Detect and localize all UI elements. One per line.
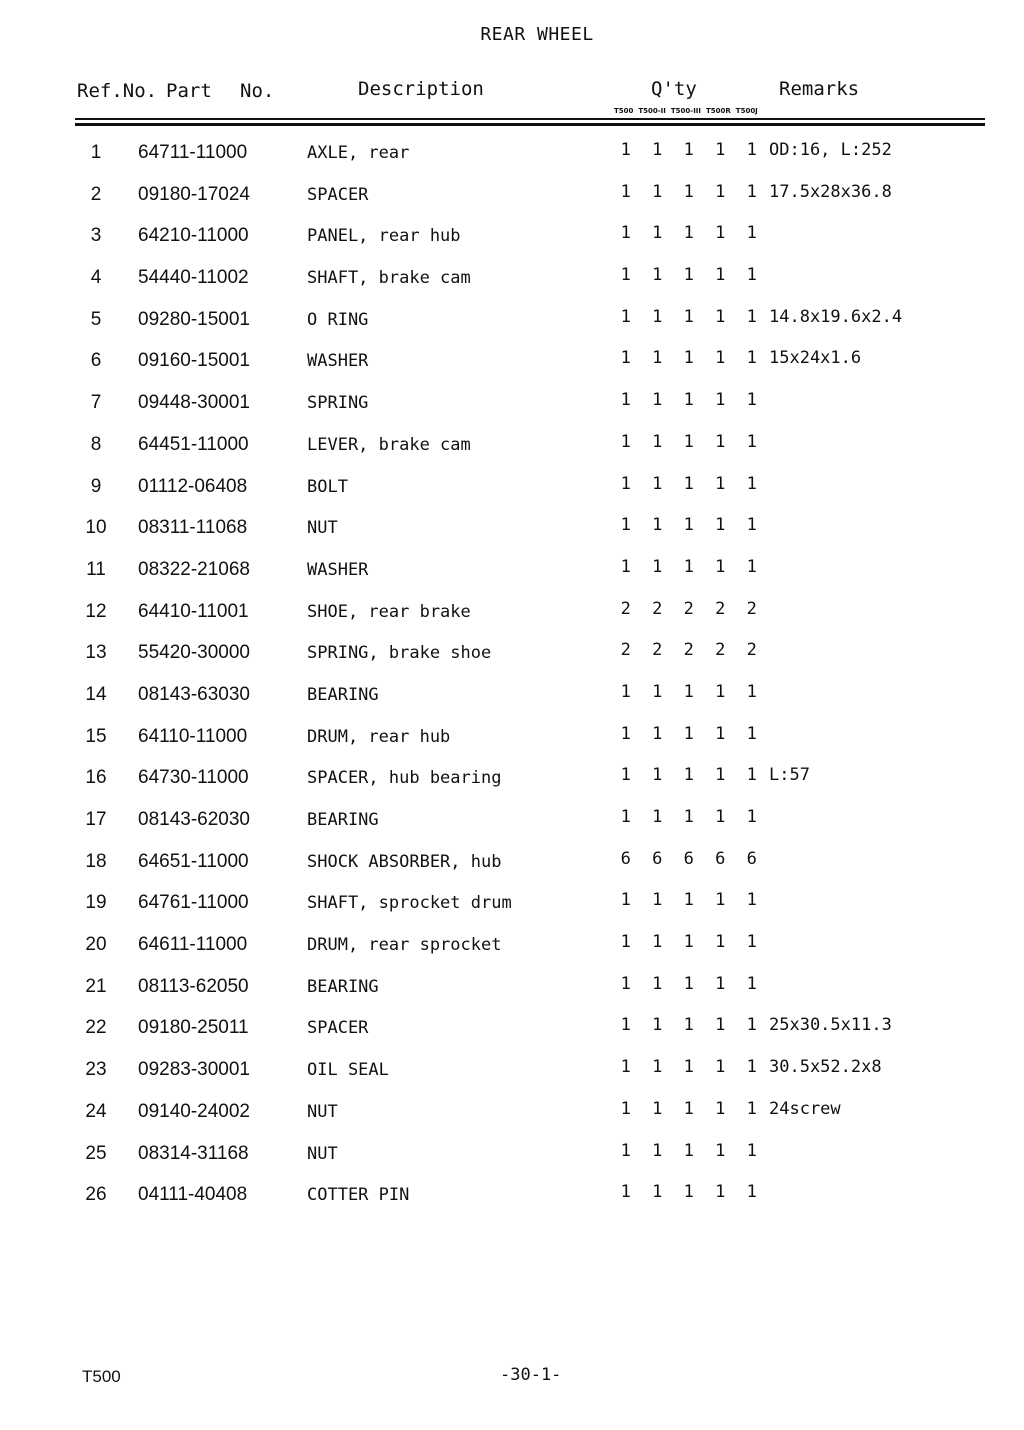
- part-description: BOLT: [307, 476, 348, 497]
- part-number: 64761-11000: [138, 892, 249, 914]
- quantity-cell: 6: [620, 848, 631, 869]
- ref-number: 14: [85, 683, 107, 705]
- part-number: 08311-11068: [138, 517, 248, 539]
- quantity-group: [610, 1099, 768, 1119]
- quantity-cell: 1: [683, 1140, 694, 1161]
- quantity-group: [610, 182, 768, 202]
- quantity-cell: 1: [746, 1098, 757, 1119]
- part-number: 08143-63030: [138, 683, 250, 705]
- quantity-cell: 1: [620, 1182, 631, 1203]
- quantity-cell: 1: [715, 681, 726, 702]
- part-number: 64651-11000: [138, 850, 249, 872]
- ref-number: 6: [90, 350, 102, 372]
- ref-number: 5: [90, 308, 102, 330]
- table-row: [0, 215, 1024, 257]
- part-description: SHOCK ABSORBER, hub: [307, 851, 502, 872]
- quantity-cell: 1: [715, 265, 726, 286]
- quantity-cell: 1: [683, 306, 694, 327]
- footer-model: T500: [82, 1367, 121, 1386]
- table-row: [0, 882, 1024, 924]
- part-description: DRUM, rear sprocket: [307, 935, 502, 956]
- part-number: 09160-15001: [138, 350, 250, 372]
- quantity-cell: 1: [715, 431, 726, 452]
- quantity-cell: 2: [715, 598, 726, 619]
- table-row: [0, 340, 1024, 382]
- quantity-cell: 1: [683, 932, 694, 953]
- table-row: [0, 1133, 1024, 1175]
- quantity-cell: 1: [715, 348, 726, 369]
- quantity-cell: 1: [620, 807, 631, 827]
- quantity-group: [610, 765, 768, 785]
- quantity-cell: 1: [652, 932, 663, 953]
- quantity-cell: 1: [683, 1098, 694, 1119]
- quantity-cell: 1: [620, 1140, 631, 1161]
- ref-number: 1: [90, 142, 102, 163]
- quantity-group: [610, 307, 768, 327]
- table-row: [0, 924, 1024, 966]
- quantity-cell: 1: [746, 140, 757, 160]
- header-part: Part: [166, 80, 212, 102]
- quantity-cell: 2: [683, 640, 694, 661]
- quantity-cell: 1: [620, 890, 631, 911]
- part-number: 08113-62050: [138, 975, 249, 997]
- ref-number: 13: [85, 642, 107, 664]
- quantity-cell: 1: [683, 1057, 694, 1078]
- quantity-cell: 1: [683, 140, 694, 160]
- quantity-group: [610, 974, 768, 994]
- header-quantity: Q'ty: [651, 78, 697, 100]
- quantity-cell: 6: [715, 848, 726, 869]
- quantity-group: [610, 682, 768, 702]
- quantity-group: [610, 140, 768, 160]
- quantity-cell: 6: [652, 848, 663, 869]
- table-row: [0, 174, 1024, 216]
- table-row: [0, 757, 1024, 799]
- quantity-cell: 1: [746, 181, 757, 202]
- quantity-cell: 1: [652, 1182, 663, 1203]
- quantity-cell: 1: [746, 473, 757, 494]
- quantity-cell: 1: [683, 765, 694, 786]
- part-description: SPRING, brake shoe: [307, 643, 492, 664]
- quantity-cell: 1: [746, 890, 757, 911]
- part-description: NUT: [307, 1101, 338, 1122]
- quantity-cell: 1: [746, 932, 757, 953]
- quantity-cell: 1: [715, 765, 726, 786]
- page-title: REAR WHEEL: [480, 24, 594, 45]
- ref-number: 12: [85, 600, 107, 622]
- quantity-cell: 1: [652, 431, 663, 452]
- part-number: 08322-21068: [138, 558, 250, 580]
- quantity-cell: 1: [715, 556, 726, 577]
- model-label: T500-III: [670, 107, 702, 115]
- quantity-cell: 1: [620, 723, 631, 744]
- quantity-cell: 2: [620, 640, 631, 661]
- quantity-group: [610, 474, 768, 494]
- table-row: [0, 257, 1024, 299]
- remarks: 25x30.5x11.3: [769, 1015, 892, 1036]
- header-divider: [75, 118, 985, 120]
- remarks: 30.5x52.2x8: [769, 1057, 882, 1078]
- part-description: LEVER, brake cam: [307, 434, 471, 455]
- quantity-cell: 1: [683, 681, 694, 702]
- quantity-cell: 1: [620, 556, 631, 577]
- remarks: 14.8x19.6x2.4: [769, 306, 903, 327]
- part-number: 09283-30001: [138, 1059, 250, 1081]
- parts-table: [0, 132, 1024, 1216]
- quantity-group: [610, 1015, 768, 1035]
- quantity-cell: 1: [652, 890, 663, 911]
- quantity-cell: 2: [746, 598, 757, 619]
- quantity-cell: 1: [715, 1098, 726, 1119]
- quantity-group: [610, 890, 768, 910]
- quantity-cell: 1: [620, 515, 631, 536]
- ref-number: 3: [90, 225, 102, 247]
- model-label: T500-II: [638, 107, 666, 115]
- quantity-cell: 1: [652, 348, 663, 369]
- quantity-cell: 1: [715, 181, 726, 202]
- quantity-cell: 1: [715, 807, 726, 827]
- quantity-cell: 1: [652, 390, 663, 411]
- part-number: 08143-62030: [138, 809, 250, 830]
- part-description: O RING: [307, 309, 369, 330]
- part-description: SHOE, rear brake: [307, 601, 471, 622]
- ref-number: 23: [85, 1059, 107, 1081]
- quantity-cell: 1: [683, 223, 694, 244]
- quantity-cell: 1: [620, 265, 631, 286]
- quantity-cell: 1: [683, 473, 694, 494]
- remarks: 24screw: [769, 1098, 841, 1119]
- quantity-cell: 1: [715, 140, 726, 160]
- quantity-cell: 1: [746, 556, 757, 577]
- ref-number: 10: [85, 517, 107, 539]
- ref-number: 16: [85, 767, 107, 789]
- quantity-cell: 1: [746, 973, 757, 994]
- remarks: 17.5x28x36.8: [769, 181, 892, 202]
- quantity-group: [610, 223, 768, 243]
- ref-number: 2: [90, 183, 102, 205]
- header-ref-no: Ref.No.: [77, 80, 158, 102]
- quantity-cell: 1: [683, 515, 694, 536]
- quantity-cell: 1: [620, 473, 631, 494]
- quantity-group: [610, 1141, 768, 1161]
- quantity-group: [610, 390, 768, 410]
- part-number: 09140-24002: [138, 1100, 250, 1122]
- quantity-cell: 1: [746, 807, 757, 827]
- model-label: T500J: [735, 107, 758, 115]
- quantity-cell: 1: [620, 431, 631, 452]
- quantity-cell: 1: [715, 932, 726, 953]
- quantity-group: [610, 807, 768, 827]
- header-no: No.: [240, 80, 275, 102]
- part-description: SPRING: [307, 393, 369, 414]
- part-description: COTTER PIN: [307, 1185, 410, 1206]
- quantity-cell: 1: [683, 1015, 694, 1036]
- ref-number: 20: [85, 934, 107, 956]
- quantity-group: [610, 265, 768, 285]
- quantity-cell: 1: [620, 181, 631, 202]
- quantity-cell: 1: [652, 140, 663, 160]
- quantity-group: [610, 1057, 768, 1077]
- quantity-cell: 1: [683, 973, 694, 994]
- quantity-group: [610, 724, 768, 744]
- quantity-cell: 2: [652, 598, 663, 619]
- quantity-cell: 1: [683, 1182, 694, 1203]
- remarks: 15x24x1.6: [769, 348, 862, 369]
- part-description: SHAFT, sprocket drum: [307, 893, 512, 914]
- quantity-cell: 2: [652, 640, 663, 661]
- quantity-cell: 1: [652, 1140, 663, 1161]
- part-description: SPACER: [307, 1018, 369, 1039]
- part-number: 09180-17024: [138, 183, 250, 205]
- quantity-cell: 1: [746, 431, 757, 452]
- table-row: [0, 299, 1024, 341]
- quantity-cell: 2: [715, 640, 726, 661]
- part-number: 09180-25011: [138, 1017, 249, 1039]
- part-description: SPACER: [307, 184, 369, 205]
- quantity-cell: 1: [746, 348, 757, 369]
- quantity-cell: 1: [746, 681, 757, 702]
- table-row: [0, 1049, 1024, 1091]
- quantity-cell: 1: [715, 723, 726, 744]
- quantity-cell: 2: [746, 640, 757, 661]
- part-number: 64410-11001: [138, 600, 249, 622]
- part-description: BEARING: [307, 810, 379, 830]
- quantity-cell: 1: [746, 1015, 757, 1036]
- table-row: [0, 716, 1024, 758]
- quantity-cell: 1: [746, 265, 757, 286]
- quantity-cell: 1: [652, 765, 663, 786]
- remarks: L:57: [769, 765, 810, 786]
- table-row: [0, 1007, 1024, 1049]
- quantity-group: [610, 849, 768, 869]
- quantity-cell: 1: [746, 390, 757, 411]
- quantity-cell: 1: [620, 681, 631, 702]
- quantity-cell: 1: [715, 223, 726, 244]
- part-number: 54440-11002: [138, 267, 249, 289]
- quantity-cell: 1: [715, 473, 726, 494]
- quantity-cell: 1: [715, 1057, 726, 1078]
- quantity-cell: 1: [652, 1098, 663, 1119]
- table-row: [0, 674, 1024, 716]
- quantity-cell: 6: [746, 848, 757, 869]
- table-row: [0, 132, 1024, 174]
- ref-number: 15: [85, 725, 107, 747]
- quantity-cell: 1: [652, 1015, 663, 1036]
- quantity-cell: 1: [715, 515, 726, 536]
- part-number: 64210-11000: [138, 225, 249, 247]
- quantity-cell: 1: [652, 473, 663, 494]
- model-label: T500R: [706, 107, 731, 115]
- quantity-cell: 1: [683, 723, 694, 744]
- quantity-cell: 1: [715, 390, 726, 411]
- quantity-cell: 1: [620, 223, 631, 244]
- quantity-cell: 1: [620, 306, 631, 327]
- ref-number: 11: [86, 558, 106, 580]
- table-row: [0, 841, 1024, 883]
- model-label: T500: [614, 107, 634, 115]
- quantity-cell: 1: [683, 431, 694, 452]
- table-row: [0, 966, 1024, 1008]
- header-remarks: Remarks: [779, 78, 860, 100]
- quantity-cell: 1: [652, 515, 663, 536]
- quantity-cell: 1: [746, 515, 757, 536]
- quantity-cell: 1: [620, 348, 631, 369]
- ref-number: 17: [85, 809, 107, 830]
- remarks: OD:16, L:252: [769, 140, 892, 160]
- table-row: [0, 466, 1024, 508]
- header-divider: [75, 123, 985, 126]
- quantity-cell: 1: [715, 1015, 726, 1036]
- quantity-cell: 6: [683, 848, 694, 869]
- quantity-cell: 1: [715, 973, 726, 994]
- quantity-group: [610, 557, 768, 577]
- quantity-group: [610, 515, 768, 535]
- part-number: 01112-06408: [138, 475, 248, 497]
- part-number: 64730-11000: [138, 767, 249, 789]
- table-row: [0, 1174, 1024, 1216]
- part-description: WASHER: [307, 559, 369, 580]
- part-description: PANEL, rear hub: [307, 226, 461, 247]
- quantity-cell: 1: [746, 223, 757, 244]
- part-number: 64611-11000: [138, 934, 248, 956]
- quantity-cell: 1: [746, 1140, 757, 1161]
- table-row: [0, 549, 1024, 591]
- quantity-cell: 1: [652, 723, 663, 744]
- ref-number: 22: [85, 1017, 107, 1039]
- quantity-cell: 1: [683, 348, 694, 369]
- part-description: WASHER: [307, 351, 369, 372]
- quantity-cell: 1: [620, 1015, 631, 1036]
- quantity-cell: 1: [683, 807, 694, 827]
- part-number: 64711-11000: [138, 142, 248, 163]
- quantity-group: [610, 640, 768, 660]
- part-description: NUT: [307, 518, 338, 539]
- quantity-cell: 1: [715, 890, 726, 911]
- quantity-cell: 1: [652, 681, 663, 702]
- quantity-cell: 1: [652, 181, 663, 202]
- quantity-cell: 1: [683, 181, 694, 202]
- part-number: 08314-31168: [138, 1142, 249, 1164]
- quantity-cell: 1: [715, 1182, 726, 1203]
- table-row: [0, 507, 1024, 549]
- quantity-cell: 1: [652, 265, 663, 286]
- quantity-cell: 1: [683, 890, 694, 911]
- part-description: NUT: [307, 1143, 338, 1164]
- quantity-cell: 1: [620, 973, 631, 994]
- part-description: DRUM, rear hub: [307, 726, 451, 747]
- ref-number: 25: [85, 1142, 107, 1164]
- table-row: [0, 799, 1024, 841]
- part-description: AXLE, rear: [307, 143, 410, 163]
- table-row: [0, 591, 1024, 633]
- quantity-cell: 1: [652, 306, 663, 327]
- quantity-group: [610, 599, 768, 619]
- ref-number: 8: [90, 433, 102, 455]
- quantity-group: [610, 348, 768, 368]
- ref-number: 18: [85, 850, 107, 872]
- quantity-cell: 1: [652, 1057, 663, 1078]
- quantity-cell: 1: [746, 1057, 757, 1078]
- header-description: Description: [358, 78, 484, 100]
- quantity-cell: 2: [683, 598, 694, 619]
- table-row: [0, 1091, 1024, 1133]
- quantity-cell: 1: [620, 140, 631, 160]
- table-row: [0, 632, 1024, 674]
- part-description: BEARING: [307, 976, 379, 997]
- model-columns: [614, 107, 763, 115]
- part-number: 09448-30001: [138, 392, 250, 414]
- part-description: SHAFT, brake cam: [307, 268, 471, 289]
- quantity-cell: 1: [715, 1140, 726, 1161]
- part-number: 09280-15001: [138, 308, 250, 330]
- ref-number: 9: [90, 475, 102, 497]
- quantity-cell: 1: [620, 765, 631, 786]
- ref-number: 24: [85, 1100, 107, 1122]
- quantity-cell: 1: [620, 1057, 631, 1078]
- quantity-cell: 1: [620, 390, 631, 411]
- quantity-cell: 2: [620, 598, 631, 619]
- quantity-cell: 1: [620, 1098, 631, 1119]
- quantity-cell: 1: [652, 223, 663, 244]
- part-description: BEARING: [307, 684, 379, 705]
- ref-number: 21: [85, 975, 107, 997]
- quantity-cell: 1: [683, 390, 694, 411]
- quantity-cell: 1: [715, 306, 726, 327]
- quantity-group: [610, 432, 768, 452]
- quantity-cell: 1: [683, 556, 694, 577]
- part-description: SPACER, hub bearing: [307, 768, 502, 789]
- part-number: 64451-11000: [138, 433, 249, 455]
- quantity-cell: 1: [746, 723, 757, 744]
- table-row: [0, 382, 1024, 424]
- table-row: [0, 424, 1024, 466]
- quantity-cell: 1: [746, 1182, 757, 1203]
- ref-number: 26: [85, 1184, 107, 1206]
- part-number: 64110-11000: [138, 725, 248, 747]
- ref-number: 7: [90, 392, 102, 414]
- quantity-cell: 1: [652, 973, 663, 994]
- quantity-group: [610, 932, 768, 952]
- quantity-group: [610, 1182, 768, 1202]
- part-number: 55420-30000: [138, 642, 250, 664]
- quantity-cell: 1: [746, 306, 757, 327]
- ref-number: 19: [85, 892, 107, 914]
- quantity-cell: 1: [652, 556, 663, 577]
- quantity-cell: 1: [652, 807, 663, 827]
- quantity-cell: 1: [746, 765, 757, 786]
- quantity-cell: 1: [620, 932, 631, 953]
- page-number: -30-1-: [500, 1365, 562, 1385]
- quantity-cell: 1: [683, 265, 694, 286]
- part-description: OIL SEAL: [307, 1060, 389, 1081]
- ref-number: 4: [90, 267, 102, 289]
- part-number: 04111-40408: [138, 1184, 248, 1206]
